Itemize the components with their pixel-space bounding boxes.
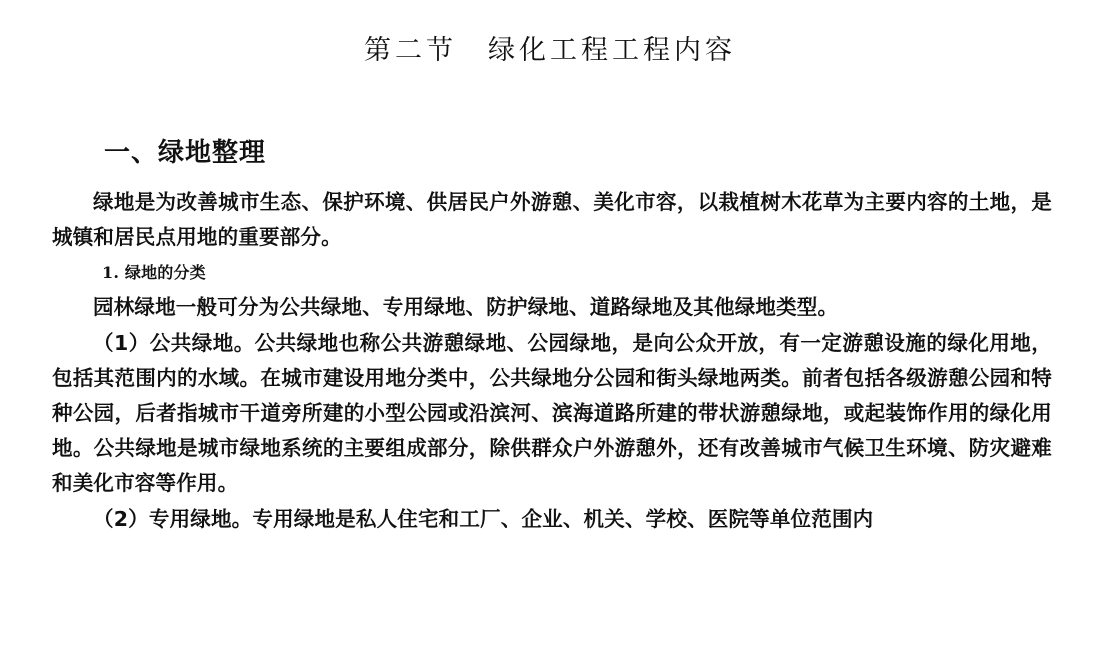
paragraph-public-green: （1）公共绿地。公共绿地也称公共游憩绿地、公园绿地，是向公众开放，有一定游憩设施的绿化用地，包括其范围内的水域。在城市建设用地分类中，公共绿地分公园和街头绿地两类。前者包括各级游憩公园和特种公园，后者指城市干道旁所建的小型公园或沿滨河、滨海道路所建的带状游憩绿地，或起装饰作用的绿化用地。公共绿地是城市绿地系统的主要组成部分，除供群众户外游憩外，还有改善城市气候卫生环境、防灾避难和美化市容等作用。 xyxy=(52,330,1052,496)
paragraph-types: 园林绿地一般可分为公共绿地、专用绿地、防护绿地、道路绿地及其他绿地类型。 xyxy=(93,295,839,320)
body-text xyxy=(52,185,1052,537)
section-title: 第二节 绿化工程工程内容 xyxy=(364,35,736,66)
paragraph-intro: 绿地是为改善城市生态、保护环境、供居民户外游憩、美化市容，以栽植树木花草为主要内容的土地，是城镇和居民点用地的重要部分。 xyxy=(52,190,1052,250)
paragraph-dedicated-green: （2）专用绿地。专用绿地是私人住宅和工厂、企业、机关、学校、医院等单位范围内 xyxy=(93,506,874,531)
section-heading: 一、绿地整理 xyxy=(104,138,267,168)
subheading-classification: 1. 绿地的分类 xyxy=(102,263,206,283)
